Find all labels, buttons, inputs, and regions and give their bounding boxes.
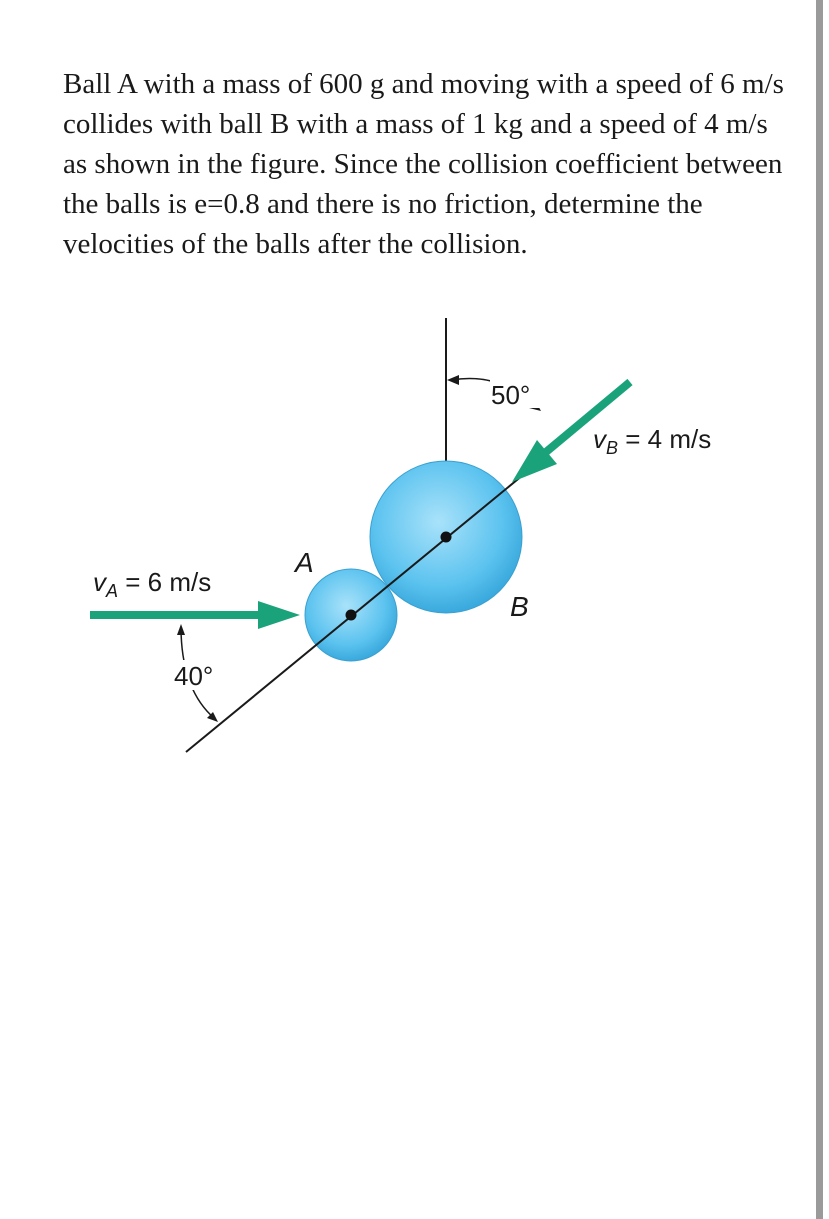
scrollbar[interactable] <box>816 0 823 1219</box>
angle-a-arrow-top <box>177 624 185 635</box>
ball-a-label: A <box>295 547 314 578</box>
collision-diagram <box>0 300 829 780</box>
problem-statement: Ball A with a mass of 600 g and moving with a speed of 6 m/s collides with ball B with a mass of 1 kg and a speed of 4 m/s as shown in the figure. Since the collision coefficient between the balls is e=0.8 and there is no friction, determine the velocities of the balls after the collision. <box>63 68 784 260</box>
velocity-a-arrowhead <box>258 601 300 629</box>
angle-a-label: 40° <box>174 661 214 691</box>
ball-a-center <box>346 610 357 621</box>
ball-b-label: B <box>510 591 529 622</box>
angle-b-label: 50° <box>491 380 531 410</box>
angle-b-arrow-left <box>447 375 459 385</box>
velocity-b-label: $v_B = 4$ m/s <box>593 424 712 458</box>
ball-b-center <box>441 532 452 543</box>
velocity-a-label: $v_A = 6$ m/s <box>93 567 212 601</box>
